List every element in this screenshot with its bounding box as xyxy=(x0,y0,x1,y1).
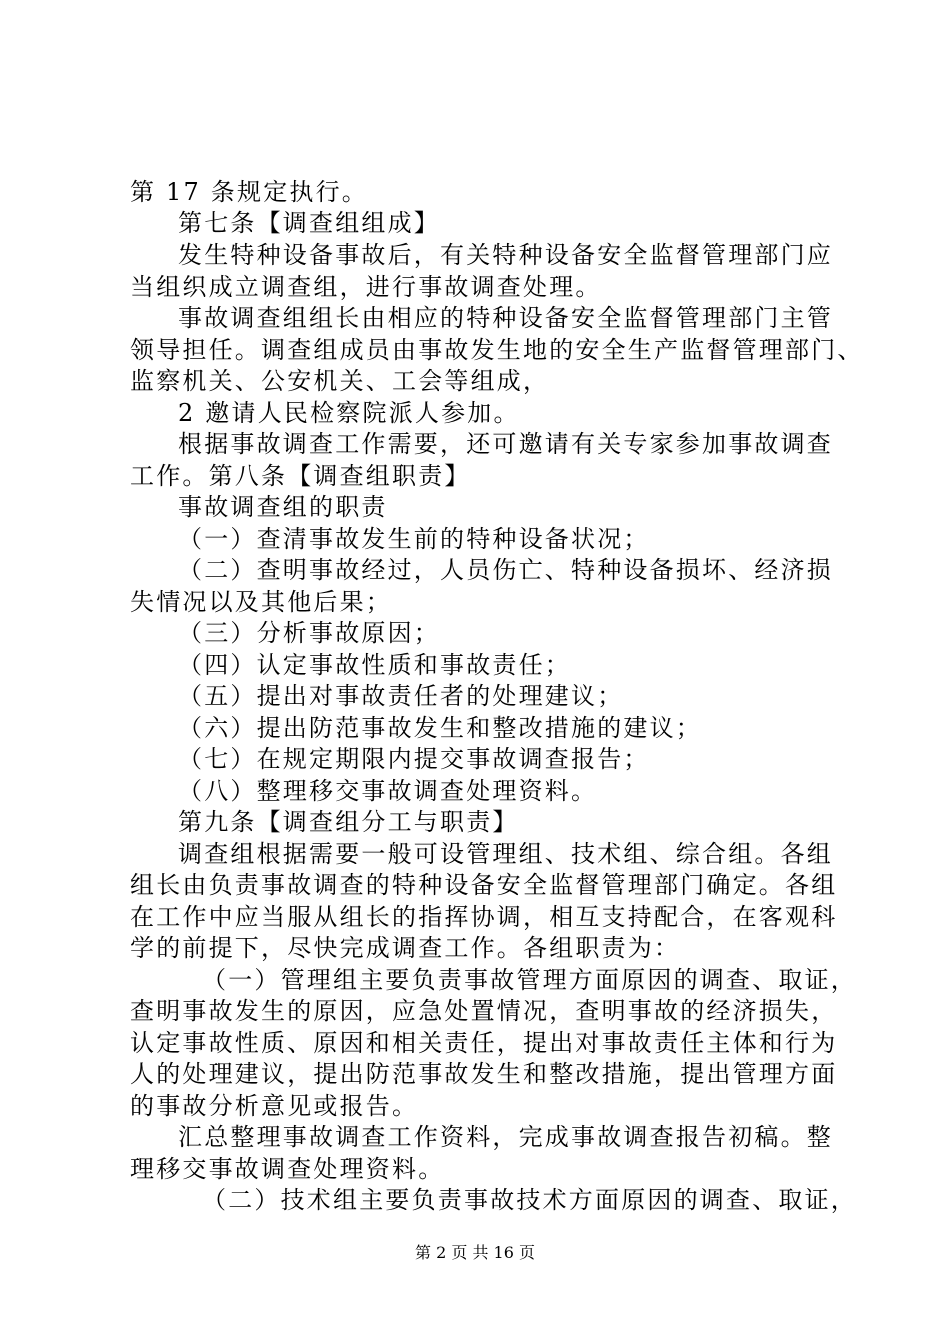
body-line: 认定事故性质、原因和相关责任，提出对事故责任主体和行为 xyxy=(130,1029,838,1057)
body-line: 组长由负责事故调查的特种设备安全监督管理部门确定。各组 xyxy=(130,871,838,899)
list-item: （一）管理组主要负责事故管理方面原因的调查、取证， xyxy=(202,966,857,994)
list-item: （二）查明事故经过，人员伤亡、特种设备损坏、经济损 xyxy=(178,556,833,584)
body-line: 当组织成立调查组，进行事故调查处理。 xyxy=(130,273,602,301)
body-line: 工作。第八条【调查组职责】 xyxy=(130,462,471,490)
body-line: 调查组根据需要一般可设管理组、技术组、综合组。各组 xyxy=(178,840,833,868)
body-line: 查明事故发生的原因，应急处置情况，查明事故的经济损失， xyxy=(130,997,838,1025)
list-item: （八）整理移交事故调查处理资料。 xyxy=(178,777,598,805)
body-line: 人的处理建议，提出防范事故发生和整改措施，提出管理方面 xyxy=(130,1060,838,1088)
body-line: 理移交事故调查处理资料。 xyxy=(130,1155,445,1183)
body-line: 领导担任。调查组成员由事故发生地的安全生产监督管理部门、 xyxy=(130,336,864,364)
body-line: 的事故分析意见或报告。 xyxy=(130,1092,419,1120)
body-line: 监察机关、公安机关、工会等组成， xyxy=(130,367,550,395)
list-item: （四）认定事故性质和事故责任； xyxy=(178,651,571,679)
list-item: （七）在规定期限内提交事故调查报告； xyxy=(178,745,650,773)
article-heading: 第七条【调查组组成】 xyxy=(178,209,440,237)
body-line: 发生特种设备事故后，有关特种设备安全监督管理部门应 xyxy=(178,241,833,269)
body-line: 事故调查组组长由相应的特种设备安全监督管理部门主管 xyxy=(178,304,833,332)
article-heading: 第九条【调查组分工与职责】 xyxy=(178,808,519,836)
body-line: 汇总整理事故调查工作资料，完成事故调查报告初稿。整 xyxy=(178,1123,833,1151)
body-line: 根据事故调查工作需要，还可邀请有关专家参加事故调查 xyxy=(178,430,833,458)
list-item: （二）技术组主要负责事故技术方面原因的调查、取证， xyxy=(202,1186,857,1214)
body-line: 第 17 条规定执行。 xyxy=(130,178,368,206)
body-line: 失情况以及其他后果； xyxy=(130,588,392,616)
list-item: （六）提出防范事故发生和整改措施的建议； xyxy=(178,714,702,742)
list-item: （五）提出对事故责任者的处理建议； xyxy=(178,682,624,710)
body-line: 在工作中应当服从组长的指挥协调，相互支持配合，在客观科 xyxy=(130,903,838,931)
body-line: 学的前提下，尽快完成调查工作。各组职责为： xyxy=(130,934,681,962)
body-line: 事故调查组的职责 xyxy=(178,493,388,521)
body-line: 2 邀请人民检察院派人参加。 xyxy=(178,399,520,427)
page-number-footer: 第 2 页 共 16 页 xyxy=(415,1243,535,1262)
list-item: （一）查清事故发生前的特种设备状况； xyxy=(178,525,650,553)
list-item: （三）分析事故原因； xyxy=(178,619,440,647)
